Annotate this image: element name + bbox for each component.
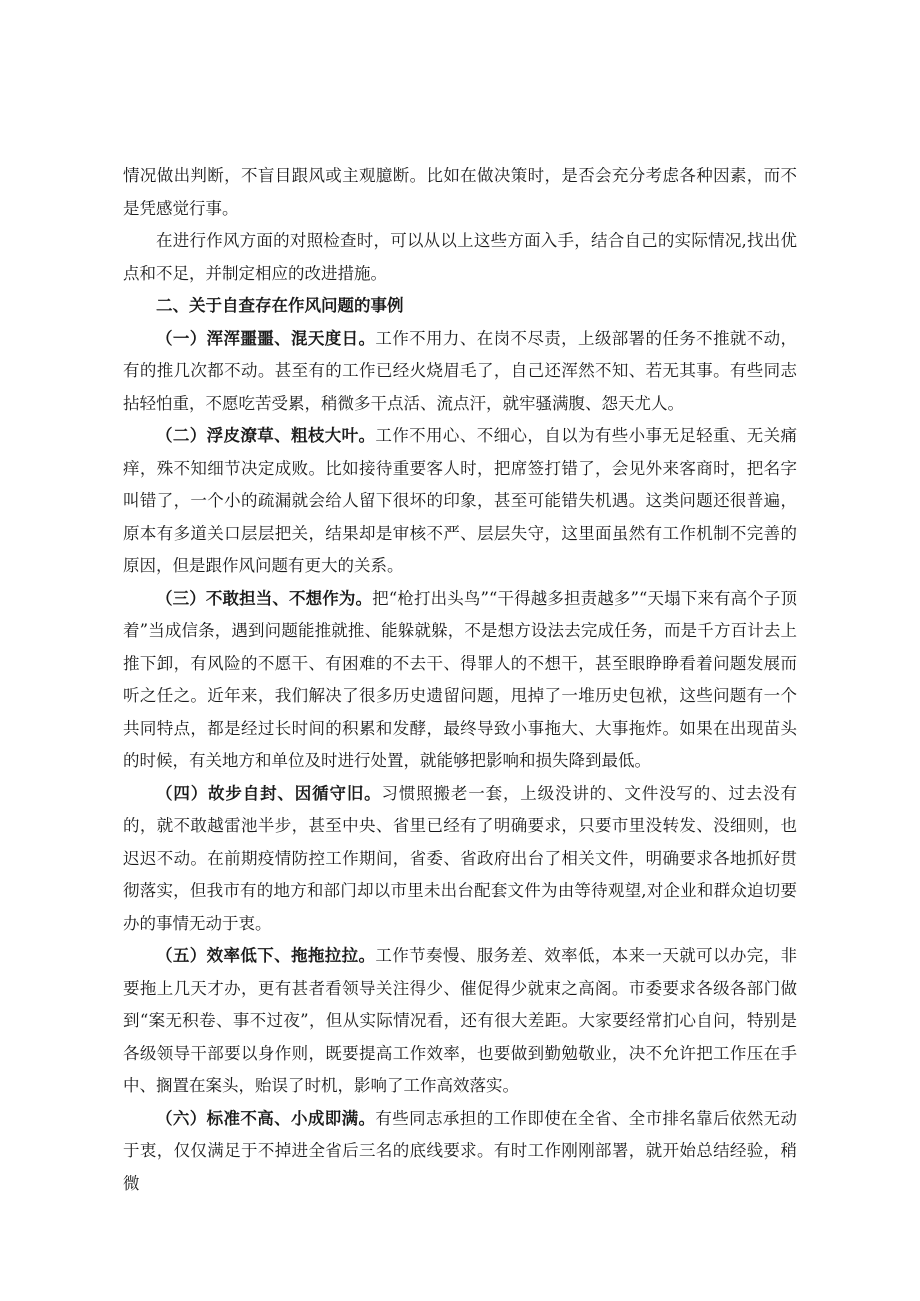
item-title-3: （三）不敢担当、不想作为。 [156, 588, 373, 608]
paragraph-summary: 在进行作风方面的对照检查时，可以从以上这些方面入手，结合自己的实际情况,找出优点和不足，并制定相应的改进措施。 [123, 231, 797, 283]
section-heading: 二、关于自查存在作风问题的事例 [156, 296, 404, 315]
item-title-5: （五）效率低下、拖拖拉拉。 [156, 946, 376, 965]
item-body-3: 把“枪打出头鸟”“干得越多担责越多”“天塌下来有高个子顶着”当成信条，遇到问题能推就推、能躲就躲，不是想方设法去完成任务，而是千方百计去上推下卸，有风险的不愿干、有困难的不去干、得罪人的不想干，甚至眼睁睁看着问题发展而听之任之。近年来，我们解决了很多历史遗留问题，甩掉了一堆历史包袱，这些问题有一个共同特点，都是经过长时间的积累和发酵，最终导致小事拖大、大事拖炸。如果在出现苗头的时候，有关地方和单位及时进行处置，就能够把影响和损失降到最低。 [123, 588, 797, 770]
item-body-2: 工作不用心、不细心，自以为有些小事无足轻重、无关痛痒，殊不知细节决定成败。比如接待重要客人时，把席签打错了，会见外来客商时，把名字叫错了，一个小的疏漏就会给人留下很坏的印象，甚至可能错失机遇。这类问题还很普遍，原本有多道关口层层把关，结果却是审核不严、层层失守，这里面虽然有工作机制不完善的原因，但是跟作风问题有更大的关系。 [123, 426, 798, 575]
item-paragraph-2 [123, 420, 797, 583]
item-paragraph-3 [123, 583, 797, 778]
item-body-5: 工作节奏慢、服务差、效率低，本来一天就可以办完，非要拖上几天才办，更有甚者看领导关注得少、催促得少就束之高阁。市委要求各级各部门做到“案无积卷、事不过夜”，但从实际情况看，还有很大差距。大家要经常扪心自问，特别是各级领导干部要以身作则，既要提高工作效率，也要做到勤勉敬业，决不允许把工作压在手中、搁置在案头，贻误了时机，影响了工作高效落实。 [123, 946, 798, 1095]
item-body-1: 工作不用力、在岗不尽责，上级部署的任务不推就不动，有的推几次都不动。甚至有的工作已经火烧眉毛了，自己还浑然不知、若无其事。有些同志拈轻怕重，不愿吃苦受累，稍微多干点活、流点汗，就牢骚满腹、怨天尤人。 [123, 328, 798, 413]
item-body-6: 有些同志承担的工作即使在全省、全市排名靠后依然无动于衷，仅仅满足于不掉进全省后三名的底线要求。有时工作刚刚部署，就开始总结经验，稍微 [123, 1108, 798, 1193]
item-body-4: 习惯照搬老一套，上级没讲的、文件没写的、过去没有的，就不敢越雷池半步，甚至中央、省里已经有了明确要求，只要市里没转发、没细则，也迟迟不动。在前期疫情防控工作期间，省委、省政府出台了相关文件，明确要求各地抓好贯彻落实，但我市有的地方和部门却以市里未出台配套文件为由等待观望,对企业和群众迫切要办的事情无动于衷。 [123, 783, 798, 933]
item-paragraph-5 [123, 940, 797, 1103]
item-paragraph-6 [123, 1103, 797, 1201]
paragraph-continuation: 情况做出判断，不盲目跟风或主观臆断。比如在做决策时，是否会充分考虑各种因素，而不是凭感觉行事。 [123, 166, 797, 218]
item-title-4: （四）故步自封、因循守旧。 [156, 783, 382, 803]
item-paragraph-1 [123, 323, 797, 421]
item-title-6: （六）标准不高、小成即满。 [156, 1108, 376, 1128]
item-title-2: （二）浮皮潦草、粗枝大叶。 [156, 426, 376, 445]
item-title-1: （一）浑浑噩噩、混天度日。 [156, 328, 376, 348]
item-paragraph-4 [123, 778, 797, 941]
